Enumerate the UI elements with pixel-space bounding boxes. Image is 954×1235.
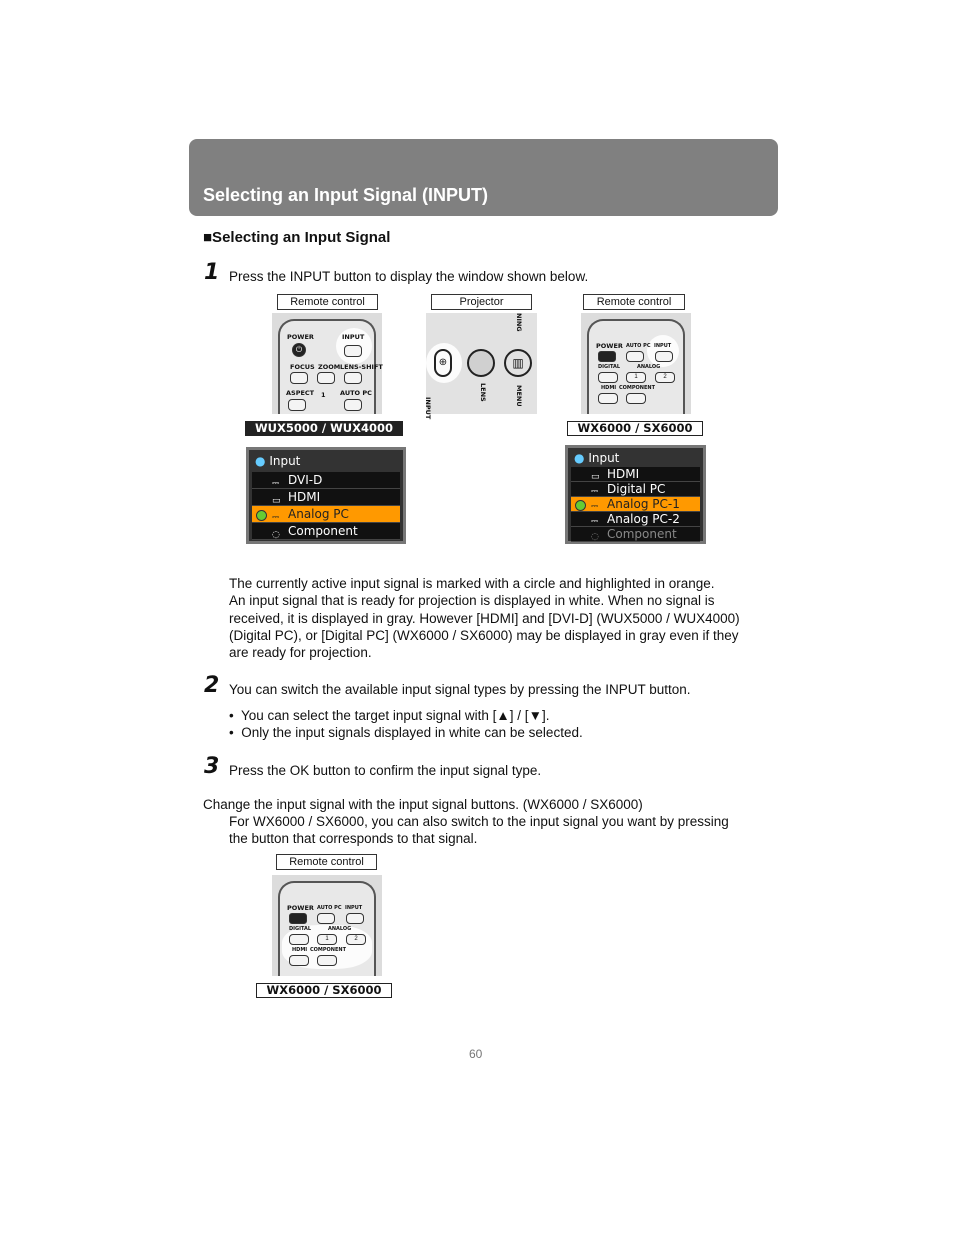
step-text-3: Press the OK button to confirm the input signal type. [229, 763, 542, 778]
menu-item-label: DVI-D [288, 473, 323, 487]
model-label-wx: WX6000 / SX6000 [567, 421, 703, 436]
aspect-button[interactable] [288, 399, 306, 411]
section-title: ■Selecting an Input Signal [203, 229, 391, 246]
input-label: INPUT [654, 343, 672, 349]
analog-1-button[interactable]: 1 [626, 372, 646, 383]
menu-title [255, 454, 300, 468]
model-label-wx: WX6000 / SX6000 [256, 983, 392, 998]
menu-item-analog-pc-2[interactable] [571, 512, 700, 527]
remote-control-image [272, 875, 382, 976]
digital-label: DIGITAL [598, 364, 621, 370]
menu-item-label: Component [288, 524, 358, 538]
input-menu-wux [246, 447, 406, 544]
menu-item-label: HDMI [607, 467, 640, 481]
focus-label: FOCUS [290, 363, 315, 371]
menu-item-analog-pc-1[interactable] [571, 497, 700, 512]
pc-icon: ⎓ [591, 517, 599, 527]
auto-pc-label: AUTO PC [340, 389, 372, 397]
pc-icon: ⎓ [591, 502, 599, 512]
paragraph-line: For WX6000 / SX6000, you can also switch to the input signal you want by pressing [229, 814, 729, 829]
analog-label: ANALOG [328, 926, 352, 932]
digital-button[interactable] [598, 372, 618, 383]
d-one-label: 1 [321, 391, 326, 399]
paragraph-line: The currently active input signal is marked with a circle and highlighted in orange. [229, 576, 715, 591]
remote-control-label: Remote control [276, 854, 377, 870]
digital-label: DIGITAL [289, 926, 312, 932]
remote-control-label: Remote control [277, 294, 378, 310]
lens-label: LENS [479, 383, 487, 402]
menu-item-analog-pc[interactable] [252, 506, 400, 523]
component-icon: ◌ [272, 530, 280, 540]
paragraph-line: (Digital PC), or [Digital PC] (WX6000 / SX6000) may be displayed in gray even if they [229, 627, 739, 643]
auto-pc-label: AUTO PC [317, 905, 342, 911]
input-label: INPUT [424, 397, 432, 420]
menu-item-hdmi[interactable] [571, 467, 700, 482]
analog-label: ANALOG [637, 364, 661, 370]
input-label: INPUT [342, 333, 365, 341]
ning-label: NING [515, 313, 523, 332]
bullet-text: Only the input signals displayed in white can be selected. [241, 725, 583, 740]
analog-2-button[interactable]: 2 [346, 934, 366, 945]
menu-item-dvi-d[interactable] [252, 472, 400, 489]
down-arrow-icon: ▼ [528, 708, 542, 723]
projector-label: Projector [431, 294, 532, 310]
change-paragraph [229, 813, 769, 848]
lens-shift-button[interactable] [344, 372, 362, 384]
analog-1-button[interactable]: 1 [317, 934, 337, 945]
menu-item-hdmi[interactable] [252, 489, 400, 506]
input-icon: ● [255, 454, 266, 468]
focus-button[interactable] [290, 372, 308, 384]
step-text-2: You can switch the available input signal types by pressing the INPUT button. [229, 682, 691, 697]
power-label: POWER [596, 342, 623, 350]
bullet-dot: • [229, 708, 234, 723]
menu-item-label: Analog PC-2 [607, 512, 680, 526]
description-paragraph [229, 575, 769, 661]
menu-label: MENU [515, 385, 523, 407]
paragraph-line: are ready for projection. [229, 645, 372, 661]
menu-list [252, 472, 400, 540]
hdmi-icon: ▭ [272, 496, 281, 506]
lens-button[interactable] [467, 349, 495, 377]
bullet-text: ] / [ [509, 708, 529, 723]
page-number: 60 [469, 1047, 483, 1061]
component-button[interactable] [626, 393, 646, 404]
hdmi-button[interactable] [598, 393, 618, 404]
hdmi-icon: ▭ [591, 472, 600, 482]
menu-item-label: HDMI [288, 490, 321, 504]
auto-pc-button[interactable] [626, 351, 644, 362]
component-icon: ◌ [591, 532, 599, 542]
auto-pc-label: AUTO PC [626, 343, 651, 349]
input-menu-wx [565, 445, 706, 544]
input-label: INPUT [345, 905, 363, 911]
menu-title-text: Input [269, 454, 301, 468]
bullet-dot: • [229, 725, 234, 740]
analog-2-button[interactable]: 2 [655, 372, 675, 383]
paragraph-line: the button that corresponds to that signal. [229, 831, 478, 847]
section-header-bar [189, 139, 778, 216]
component-label: COMPONENT [310, 947, 347, 953]
auto-pc-button[interactable] [317, 913, 335, 924]
menu-item-label: Component [607, 527, 677, 541]
active-circle-icon [256, 510, 267, 521]
paragraph-line: received, it is displayed in gray. However [HDMI] and [DVI-D] (WUX5000 / WUX4000) [229, 610, 740, 626]
up-arrow-icon: ▲ [496, 708, 510, 723]
projector-panel-image [424, 313, 537, 420]
pc-icon: ⎓ [272, 513, 280, 523]
component-label: COMPONENT [619, 385, 656, 391]
menu-title [574, 451, 619, 465]
step-number-2: 2 [204, 673, 220, 698]
remote-control-label: Remote control [583, 294, 685, 310]
page-title: Selecting an Input Signal (INPUT) [203, 185, 489, 205]
remote-control-image [272, 313, 382, 414]
input-button[interactable] [344, 345, 362, 357]
menu-item-label: Digital PC [607, 482, 666, 496]
remote-control-image [581, 313, 691, 414]
menu-button[interactable]: ▥ [504, 349, 532, 377]
bullet-text: You can select the target input signal with [ [241, 708, 497, 723]
bullet-item [229, 707, 549, 724]
active-circle-icon [575, 500, 586, 511]
menu-item-component[interactable] [571, 527, 700, 542]
menu-item-label: Analog PC [288, 507, 349, 521]
auto-pc-button[interactable] [344, 399, 362, 411]
lens-shift-label: LENS-SHIFT [340, 363, 383, 371]
bullet-text: ]. [541, 708, 550, 723]
input-button[interactable] [346, 913, 364, 924]
menu-item-label: Analog PC-1 [607, 497, 680, 511]
hdmi-button[interactable] [289, 955, 309, 966]
zoom-label: ZOOM [318, 363, 341, 371]
step-text-1: Press the INPUT button to display the window shown below. [229, 269, 589, 284]
dvi-icon: ⎓ [272, 479, 280, 489]
power-button[interactable] [598, 351, 616, 362]
hdmi-label: HDMI [292, 947, 308, 953]
power-label: POWER [287, 904, 314, 912]
zoom-button[interactable] [317, 372, 335, 384]
aspect-label: ASPECT [286, 389, 315, 397]
component-button[interactable] [317, 955, 337, 966]
input-icon: ● [574, 451, 585, 465]
input-button[interactable]: ⊕ [434, 349, 452, 377]
hdmi-label: HDMI [601, 385, 617, 391]
menu-item-digital-pc[interactable] [571, 482, 700, 497]
paragraph-line: An input signal that is ready for projection is displayed in white. When no signal is [229, 593, 715, 609]
power-button[interactable]: ⏻ [292, 343, 306, 357]
digital-button[interactable] [289, 934, 309, 945]
model-label-wux: WUX5000 / WUX4000 [245, 421, 403, 436]
power-button[interactable] [289, 913, 307, 924]
input-button[interactable] [655, 351, 673, 362]
power-label: POWER [287, 333, 314, 341]
menu-title-text: Input [588, 451, 620, 465]
bullet-item [229, 724, 583, 741]
menu-item-component[interactable] [252, 523, 400, 540]
pc-icon: ⎓ [591, 487, 599, 497]
menu-list [571, 467, 700, 542]
step-number-1: 1 [204, 260, 220, 285]
change-heading: Change the input signal with the input signal buttons. (WX6000 / SX6000) [203, 797, 643, 812]
step-number-3: 3 [204, 754, 220, 779]
